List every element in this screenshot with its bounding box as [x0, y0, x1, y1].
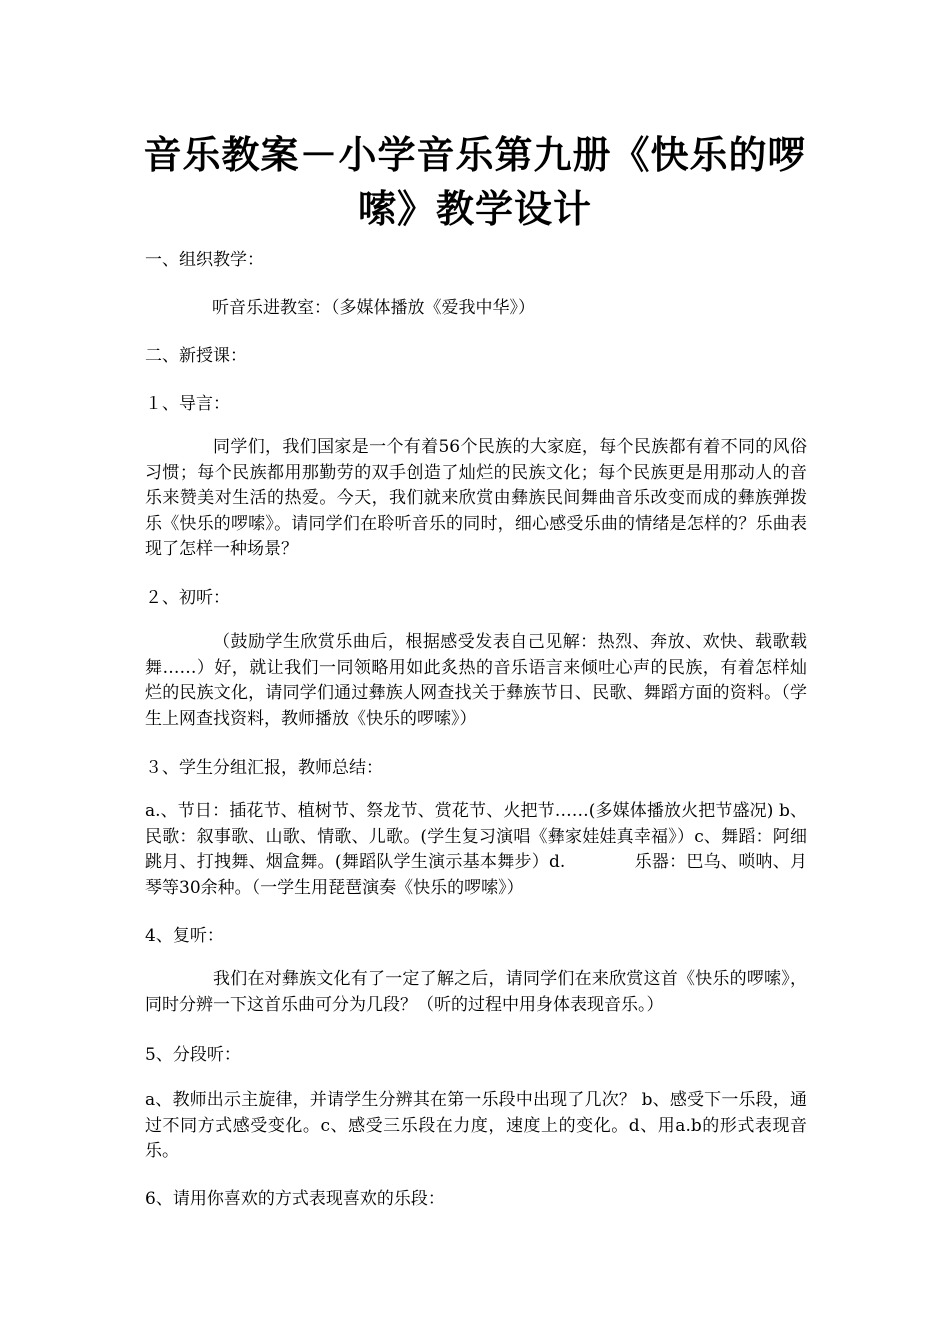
paragraph-introduction: 同学们，我们国家是一个有着56个民族的大家庭，每个民族都有着不同的风俗习惯；每个民族都用那勤劳的双手创造了灿烂的民族文化；每个民族更是用那动人的音乐来赞美对生活的热爱。今天，我们就来欣赏由彝族民间舞曲音乐改变而成的彝族弹拨乐《快乐的啰嗦》。请同学们在聆听音乐的同时，细心感受乐曲的情绪是怎样的？乐曲表现了怎样一种场景？ — [145, 437, 807, 559]
subheading-first-listen: ２、初听： — [145, 588, 230, 608]
paragraph-enter-classroom: 听音乐进教室：（多媒体播放《爱我中华》） — [212, 298, 535, 318]
document-title: 音乐教案－小学音乐第九册《快乐的啰嗦》教学设计 — [143, 133, 807, 231]
section-heading-organize: 一、组织教学： — [145, 250, 264, 270]
paragraph-relisten: 我们在对彝族文化有了一定了解之后，请同学们在来欣赏这首《快乐的啰嗦》，同时分辨一下这首乐曲可分为几段？（听的过程中用身体表现音乐。） — [145, 969, 807, 1015]
subheading-introduction: １、导言： — [145, 394, 230, 414]
section-heading-new-lesson: 二、新授课： — [145, 346, 247, 366]
subheading-express-favorite: 6、请用你喜欢的方式表现喜欢的乐段： — [145, 1189, 445, 1209]
paragraph-group-report: a.、节日：插花节、植树节、祭龙节、赏花节、火把节……(多媒体播放火把节盛况) b、民歌：叙事歌、山歌、情歌、儿歌。(学生复习演唱《彝家娃娃真幸福》）c、舞蹈：阿细跳月、打拽舞、烟盒舞。(舞蹈队学生演示基本舞步）d. 乐器：巴乌、唢呐、月琴等30余种。（一学生用琵琶演奏《快乐的啰嗦》） — [145, 801, 807, 898]
paragraph-first-listen: （鼓励学生欣赏乐曲后，根据感受发表自己见解：热烈、奔放、欢快、载歌载舞……）好，就让我们一同领略用如此炙热的音乐语言来倾吐心声的民族，有着怎样灿烂的民族文化，请同学们通过彝族人网查找关于彝族节日、民歌、舞蹈方面的资料。（学生上网查找资料，教师播放《快乐的啰嗦》） — [145, 632, 807, 729]
subheading-relisten: 4、复听： — [145, 926, 224, 946]
paragraph-section-listen: a、教师出示主旋律，并请学生分辨其在第一乐段中出现了几次？ b、感受下一乐段，通过不同方式感受变化。c、感受三乐段在力度，速度上的变化。d、用a.b的形式表现音乐。 — [145, 1090, 807, 1161]
subheading-section-listen: 5、分段听： — [145, 1045, 241, 1065]
subheading-group-report: ３、学生分组汇报，教师总结： — [145, 758, 383, 778]
